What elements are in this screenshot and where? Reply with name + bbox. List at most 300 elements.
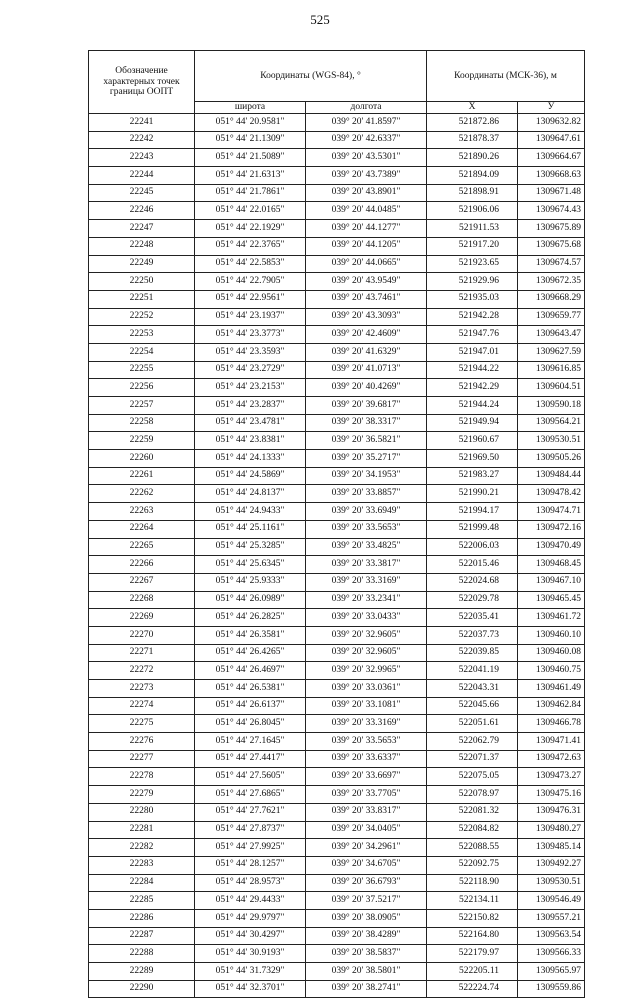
point-id-cell: 22290 [89, 980, 195, 998]
latitude-cell: 051° 44' 20.9581" [195, 114, 306, 132]
point-id-cell: 22251 [89, 290, 195, 308]
table-row [89, 839, 585, 857]
x-coordinate-cell: 522035.41 [427, 609, 518, 627]
x-coordinate-cell: 522043.31 [427, 680, 518, 698]
table-row [89, 220, 585, 238]
longitude-cell: 039° 20' 33.5653" [306, 520, 427, 538]
point-id-cell: 22256 [89, 379, 195, 397]
x-coordinate-cell: 521944.24 [427, 397, 518, 415]
header-latitude: широта [195, 102, 306, 114]
latitude-cell: 051° 44' 25.9333" [195, 573, 306, 591]
y-coordinate-cell: 1309559.86 [518, 980, 585, 998]
latitude-cell: 051° 44' 22.1929" [195, 220, 306, 238]
latitude-cell: 051° 44' 23.3593" [195, 343, 306, 361]
x-coordinate-cell: 522045.66 [427, 697, 518, 715]
y-coordinate-cell: 1309647.61 [518, 131, 585, 149]
y-coordinate-cell: 1309627.59 [518, 343, 585, 361]
page-number: 525 [310, 12, 330, 27]
table-row [89, 361, 585, 379]
point-id-cell: 22250 [89, 273, 195, 291]
x-coordinate-cell: 521878.37 [427, 131, 518, 149]
y-coordinate-cell: 1309674.57 [518, 255, 585, 273]
y-coordinate-cell: 1309616.85 [518, 361, 585, 379]
table-row [89, 874, 585, 892]
x-coordinate-cell: 521942.29 [427, 379, 518, 397]
y-coordinate-cell: 1309485.14 [518, 839, 585, 857]
x-coordinate-cell: 522051.61 [427, 715, 518, 733]
point-id-cell: 22257 [89, 397, 195, 415]
latitude-cell: 051° 44' 21.5089" [195, 149, 306, 167]
y-coordinate-cell: 1309671.48 [518, 184, 585, 202]
table-row [89, 715, 585, 733]
latitude-cell: 051° 44' 26.4265" [195, 644, 306, 662]
point-id-cell: 22246 [89, 202, 195, 220]
longitude-cell: 039° 20' 33.1081" [306, 697, 427, 715]
point-id-cell: 22247 [89, 220, 195, 238]
y-coordinate-cell: 1309460.75 [518, 662, 585, 680]
point-id-cell: 22241 [89, 114, 195, 132]
latitude-cell: 051° 44' 25.1161" [195, 520, 306, 538]
x-coordinate-cell: 522041.19 [427, 662, 518, 680]
x-coordinate-cell: 522039.85 [427, 644, 518, 662]
latitude-cell: 051° 44' 24.9433" [195, 503, 306, 521]
point-id-cell: 22253 [89, 326, 195, 344]
header-x: X [427, 102, 518, 114]
longitude-cell: 039° 20' 33.6949" [306, 503, 427, 521]
table-row [89, 290, 585, 308]
longitude-cell: 039° 20' 43.7461" [306, 290, 427, 308]
x-coordinate-cell: 522075.05 [427, 768, 518, 786]
latitude-cell: 051° 44' 26.8045" [195, 715, 306, 733]
point-id-cell: 22272 [89, 662, 195, 680]
longitude-cell: 039° 20' 34.6705" [306, 856, 427, 874]
table-row [89, 892, 585, 910]
longitude-cell: 039° 20' 33.8317" [306, 803, 427, 821]
x-coordinate-cell: 521935.03 [427, 290, 518, 308]
longitude-cell: 039° 20' 33.3169" [306, 573, 427, 591]
latitude-cell: 051° 44' 29.4433" [195, 892, 306, 910]
longitude-cell: 039° 20' 33.6697" [306, 768, 427, 786]
point-id-cell: 22282 [89, 839, 195, 857]
y-coordinate-cell: 1309460.08 [518, 644, 585, 662]
y-coordinate-cell: 1309471.41 [518, 733, 585, 751]
y-coordinate-cell: 1309472.63 [518, 750, 585, 768]
longitude-cell: 039° 20' 44.1277" [306, 220, 427, 238]
longitude-cell: 039° 20' 32.9605" [306, 626, 427, 644]
table-row [89, 184, 585, 202]
latitude-cell: 051° 44' 23.3773" [195, 326, 306, 344]
point-id-cell: 22259 [89, 432, 195, 450]
x-coordinate-cell: 521890.26 [427, 149, 518, 167]
x-coordinate-cell: 522006.03 [427, 538, 518, 556]
y-coordinate-cell: 1309675.89 [518, 220, 585, 238]
table-row [89, 609, 585, 627]
longitude-cell: 039° 20' 41.8597" [306, 114, 427, 132]
y-coordinate-cell: 1309563.54 [518, 927, 585, 945]
y-coordinate-cell: 1309476.31 [518, 803, 585, 821]
x-coordinate-cell: 521983.27 [427, 467, 518, 485]
table-row [89, 114, 585, 132]
latitude-cell: 051° 44' 28.9573" [195, 874, 306, 892]
point-id-cell: 22274 [89, 697, 195, 715]
latitude-cell: 051° 44' 21.1309" [195, 131, 306, 149]
point-id-cell: 22273 [89, 680, 195, 698]
longitude-cell: 039° 20' 33.8857" [306, 485, 427, 503]
latitude-cell: 051° 44' 29.9797" [195, 909, 306, 927]
latitude-cell: 051° 44' 22.0165" [195, 202, 306, 220]
y-coordinate-cell: 1309461.49 [518, 680, 585, 698]
longitude-cell: 039° 20' 36.6793" [306, 874, 427, 892]
point-id-cell: 22242 [89, 131, 195, 149]
y-coordinate-cell: 1309468.45 [518, 556, 585, 574]
point-id-cell: 22254 [89, 343, 195, 361]
y-coordinate-cell: 1309557.21 [518, 909, 585, 927]
point-id-cell: 22277 [89, 750, 195, 768]
header-msk36: Координаты (МСК-36), м [427, 51, 585, 102]
x-coordinate-cell: 521898.91 [427, 184, 518, 202]
y-coordinate-cell: 1309466.78 [518, 715, 585, 733]
latitude-cell: 051° 44' 23.2729" [195, 361, 306, 379]
longitude-cell: 039° 20' 32.9605" [306, 644, 427, 662]
x-coordinate-cell: 522205.11 [427, 963, 518, 981]
x-coordinate-cell: 521947.76 [427, 326, 518, 344]
table-row [89, 273, 585, 291]
x-coordinate-cell: 522224.74 [427, 980, 518, 998]
x-coordinate-cell: 521942.28 [427, 308, 518, 326]
x-coordinate-cell: 521911.53 [427, 220, 518, 238]
table-row [89, 963, 585, 981]
latitude-cell: 051° 44' 27.1645" [195, 733, 306, 751]
table-row [89, 149, 585, 167]
longitude-cell: 039° 20' 33.2341" [306, 591, 427, 609]
point-id-cell: 22270 [89, 626, 195, 644]
table-row [89, 503, 585, 521]
longitude-cell: 039° 20' 33.4825" [306, 538, 427, 556]
longitude-cell: 039° 20' 38.5837" [306, 945, 427, 963]
point-id-cell: 22261 [89, 467, 195, 485]
table-row [89, 786, 585, 804]
y-coordinate-cell: 1309473.27 [518, 768, 585, 786]
latitude-cell: 051° 44' 28.1257" [195, 856, 306, 874]
table-row [89, 343, 585, 361]
longitude-cell: 039° 20' 33.0433" [306, 609, 427, 627]
latitude-cell: 051° 44' 22.9561" [195, 290, 306, 308]
y-coordinate-cell: 1309467.10 [518, 573, 585, 591]
table-row [89, 467, 585, 485]
latitude-cell: 051° 44' 26.4697" [195, 662, 306, 680]
latitude-cell: 051° 44' 25.6345" [195, 556, 306, 574]
latitude-cell: 051° 44' 21.6313" [195, 167, 306, 185]
x-coordinate-cell: 521906.06 [427, 202, 518, 220]
latitude-cell: 051° 44' 32.3701" [195, 980, 306, 998]
y-coordinate-cell: 1309475.16 [518, 786, 585, 804]
y-coordinate-cell: 1309492.27 [518, 856, 585, 874]
x-coordinate-cell: 521994.17 [427, 503, 518, 521]
longitude-cell: 039° 20' 34.0405" [306, 821, 427, 839]
y-coordinate-cell: 1309470.49 [518, 538, 585, 556]
latitude-cell: 051° 44' 24.1333" [195, 450, 306, 468]
table-row [89, 750, 585, 768]
point-id-cell: 22260 [89, 450, 195, 468]
table-row [89, 414, 585, 432]
x-coordinate-cell: 522088.55 [427, 839, 518, 857]
latitude-cell: 051° 44' 22.5853" [195, 255, 306, 273]
x-coordinate-cell: 522062.79 [427, 733, 518, 751]
table-row [89, 733, 585, 751]
point-id-cell: 22286 [89, 909, 195, 927]
table-row [89, 644, 585, 662]
longitude-cell: 039° 20' 43.3093" [306, 308, 427, 326]
longitude-cell: 039° 20' 34.1953" [306, 467, 427, 485]
latitude-cell: 051° 44' 30.9193" [195, 945, 306, 963]
table-row [89, 556, 585, 574]
longitude-cell: 039° 20' 40.4269" [306, 379, 427, 397]
latitude-cell: 051° 44' 26.0989" [195, 591, 306, 609]
x-coordinate-cell: 521990.21 [427, 485, 518, 503]
x-coordinate-cell: 522134.11 [427, 892, 518, 910]
point-id-cell: 22268 [89, 591, 195, 609]
table-body [89, 114, 585, 998]
y-coordinate-cell: 1309659.77 [518, 308, 585, 326]
y-coordinate-cell: 1309546.49 [518, 892, 585, 910]
latitude-cell: 051° 44' 26.6137" [195, 697, 306, 715]
point-id-cell: 22267 [89, 573, 195, 591]
y-coordinate-cell: 1309632.82 [518, 114, 585, 132]
point-id-cell: 22283 [89, 856, 195, 874]
latitude-cell: 051° 44' 23.8381" [195, 432, 306, 450]
longitude-cell: 039° 20' 44.0665" [306, 255, 427, 273]
y-coordinate-cell: 1309604.51 [518, 379, 585, 397]
latitude-cell: 051° 44' 30.4297" [195, 927, 306, 945]
x-coordinate-cell: 522150.82 [427, 909, 518, 927]
y-coordinate-cell: 1309472.16 [518, 520, 585, 538]
point-id-cell: 22252 [89, 308, 195, 326]
point-id-cell: 22275 [89, 715, 195, 733]
latitude-cell: 051° 44' 23.4781" [195, 414, 306, 432]
point-id-cell: 22279 [89, 786, 195, 804]
y-coordinate-cell: 1309478.42 [518, 485, 585, 503]
y-coordinate-cell: 1309474.71 [518, 503, 585, 521]
latitude-cell: 051° 44' 26.3581" [195, 626, 306, 644]
x-coordinate-cell: 521872.86 [427, 114, 518, 132]
latitude-cell: 051° 44' 24.5869" [195, 467, 306, 485]
latitude-cell: 051° 44' 22.3765" [195, 237, 306, 255]
y-coordinate-cell: 1309462.84 [518, 697, 585, 715]
x-coordinate-cell: 521894.09 [427, 167, 518, 185]
latitude-cell: 051° 44' 27.9925" [195, 839, 306, 857]
y-coordinate-cell: 1309643.47 [518, 326, 585, 344]
longitude-cell: 039° 20' 44.0485" [306, 202, 427, 220]
latitude-cell: 051° 44' 24.8137" [195, 485, 306, 503]
point-id-cell: 22265 [89, 538, 195, 556]
x-coordinate-cell: 522015.46 [427, 556, 518, 574]
x-coordinate-cell: 521969.50 [427, 450, 518, 468]
latitude-cell: 051° 44' 27.4417" [195, 750, 306, 768]
header-wgs84: Координаты (WGS-84), ° [195, 51, 427, 102]
latitude-cell: 051° 44' 23.1937" [195, 308, 306, 326]
x-coordinate-cell: 522081.32 [427, 803, 518, 821]
point-id-cell: 22271 [89, 644, 195, 662]
longitude-cell: 039° 20' 42.4609" [306, 326, 427, 344]
y-coordinate-cell: 1309590.18 [518, 397, 585, 415]
point-id-cell: 22249 [89, 255, 195, 273]
y-coordinate-cell: 1309460.10 [518, 626, 585, 644]
point-id-cell: 22255 [89, 361, 195, 379]
longitude-cell: 039° 20' 43.9549" [306, 273, 427, 291]
latitude-cell: 051° 44' 27.7621" [195, 803, 306, 821]
header-point: Обозначение характерных точек границы ООПТ [89, 51, 195, 114]
point-id-cell: 22258 [89, 414, 195, 432]
x-coordinate-cell: 521960.67 [427, 432, 518, 450]
point-id-cell: 22285 [89, 892, 195, 910]
point-id-cell: 22287 [89, 927, 195, 945]
longitude-cell: 039° 20' 38.2741" [306, 980, 427, 998]
y-coordinate-cell: 1309675.68 [518, 237, 585, 255]
x-coordinate-cell: 521923.65 [427, 255, 518, 273]
table-row [89, 255, 585, 273]
table-row [89, 237, 585, 255]
y-coordinate-cell: 1309484.44 [518, 467, 585, 485]
point-id-cell: 22266 [89, 556, 195, 574]
table-header [89, 51, 585, 114]
table-row [89, 927, 585, 945]
longitude-cell: 039° 20' 33.6337" [306, 750, 427, 768]
point-id-cell: 22243 [89, 149, 195, 167]
x-coordinate-cell: 521929.96 [427, 273, 518, 291]
x-coordinate-cell: 521917.20 [427, 237, 518, 255]
longitude-cell: 039° 20' 43.8901" [306, 184, 427, 202]
latitude-cell: 051° 44' 21.7861" [195, 184, 306, 202]
header-longitude: долгота [306, 102, 427, 114]
table-row [89, 626, 585, 644]
latitude-cell: 051° 44' 22.7905" [195, 273, 306, 291]
point-id-cell: 22264 [89, 520, 195, 538]
y-coordinate-cell: 1309564.21 [518, 414, 585, 432]
table-row [89, 697, 585, 715]
latitude-cell: 051° 44' 23.2837" [195, 397, 306, 415]
x-coordinate-cell: 521947.01 [427, 343, 518, 361]
table-row [89, 450, 585, 468]
table-row [89, 538, 585, 556]
y-coordinate-cell: 1309530.51 [518, 874, 585, 892]
point-id-cell: 22288 [89, 945, 195, 963]
y-coordinate-cell: 1309668.29 [518, 290, 585, 308]
table-row [89, 520, 585, 538]
x-coordinate-cell: 522071.37 [427, 750, 518, 768]
point-id-cell: 22278 [89, 768, 195, 786]
table-row [89, 397, 585, 415]
x-coordinate-cell: 521944.22 [427, 361, 518, 379]
y-coordinate-cell: 1309672.35 [518, 273, 585, 291]
coordinates-table [88, 50, 585, 998]
x-coordinate-cell: 522092.75 [427, 856, 518, 874]
table-row [89, 945, 585, 963]
point-id-cell: 22281 [89, 821, 195, 839]
table-row [89, 432, 585, 450]
latitude-cell: 051° 44' 26.5381" [195, 680, 306, 698]
x-coordinate-cell: 521999.48 [427, 520, 518, 538]
table-row [89, 167, 585, 185]
x-coordinate-cell: 521949.94 [427, 414, 518, 432]
x-coordinate-cell: 522118.90 [427, 874, 518, 892]
latitude-cell: 051° 44' 27.6865" [195, 786, 306, 804]
longitude-cell: 039° 20' 34.2961" [306, 839, 427, 857]
point-id-cell: 22284 [89, 874, 195, 892]
y-coordinate-cell: 1309465.45 [518, 591, 585, 609]
longitude-cell: 039° 20' 43.7389" [306, 167, 427, 185]
x-coordinate-cell: 522078.97 [427, 786, 518, 804]
point-id-cell: 22248 [89, 237, 195, 255]
longitude-cell: 039° 20' 33.7705" [306, 786, 427, 804]
table-row [89, 803, 585, 821]
table-row [89, 680, 585, 698]
table-row [89, 573, 585, 591]
longitude-cell: 039° 20' 32.9965" [306, 662, 427, 680]
point-id-cell: 22276 [89, 733, 195, 751]
x-coordinate-cell: 522024.68 [427, 573, 518, 591]
longitude-cell: 039° 20' 33.3169" [306, 715, 427, 733]
longitude-cell: 039° 20' 37.5217" [306, 892, 427, 910]
longitude-cell: 039° 20' 41.6329" [306, 343, 427, 361]
point-id-cell: 22245 [89, 184, 195, 202]
table-row [89, 856, 585, 874]
table-row [89, 662, 585, 680]
table-row [89, 980, 585, 998]
table-row [89, 131, 585, 149]
latitude-cell: 051° 44' 26.2825" [195, 609, 306, 627]
y-coordinate-cell: 1309668.63 [518, 167, 585, 185]
y-coordinate-cell: 1309461.72 [518, 609, 585, 627]
point-id-cell: 22244 [89, 167, 195, 185]
y-coordinate-cell: 1309505.26 [518, 450, 585, 468]
y-coordinate-cell: 1309480.27 [518, 821, 585, 839]
longitude-cell: 039° 20' 39.6817" [306, 397, 427, 415]
x-coordinate-cell: 522084.82 [427, 821, 518, 839]
point-id-cell: 22269 [89, 609, 195, 627]
table-row [89, 485, 585, 503]
longitude-cell: 039° 20' 35.2717" [306, 450, 427, 468]
x-coordinate-cell: 522179.97 [427, 945, 518, 963]
y-coordinate-cell: 1309664.67 [518, 149, 585, 167]
longitude-cell: 039° 20' 38.4289" [306, 927, 427, 945]
y-coordinate-cell: 1309530.51 [518, 432, 585, 450]
longitude-cell: 039° 20' 44.1205" [306, 237, 427, 255]
longitude-cell: 039° 20' 33.5653" [306, 733, 427, 751]
x-coordinate-cell: 522164.80 [427, 927, 518, 945]
latitude-cell: 051° 44' 27.5605" [195, 768, 306, 786]
latitude-cell: 051° 44' 25.3285" [195, 538, 306, 556]
longitude-cell: 039° 20' 38.0905" [306, 909, 427, 927]
longitude-cell: 039° 20' 38.3317" [306, 414, 427, 432]
table-row [89, 821, 585, 839]
point-id-cell: 22280 [89, 803, 195, 821]
table-row [89, 768, 585, 786]
point-id-cell: 22263 [89, 503, 195, 521]
x-coordinate-cell: 522029.78 [427, 591, 518, 609]
longitude-cell: 039° 20' 43.5301" [306, 149, 427, 167]
longitude-cell: 039° 20' 33.0361" [306, 680, 427, 698]
longitude-cell: 039° 20' 33.3817" [306, 556, 427, 574]
point-id-cell: 22262 [89, 485, 195, 503]
longitude-cell: 039° 20' 41.0713" [306, 361, 427, 379]
latitude-cell: 051° 44' 27.8737" [195, 821, 306, 839]
y-coordinate-cell: 1309566.33 [518, 945, 585, 963]
latitude-cell: 051° 44' 23.2153" [195, 379, 306, 397]
x-coordinate-cell: 522037.73 [427, 626, 518, 644]
table-row [89, 202, 585, 220]
latitude-cell: 051° 44' 31.7329" [195, 963, 306, 981]
point-id-cell: 22289 [89, 963, 195, 981]
